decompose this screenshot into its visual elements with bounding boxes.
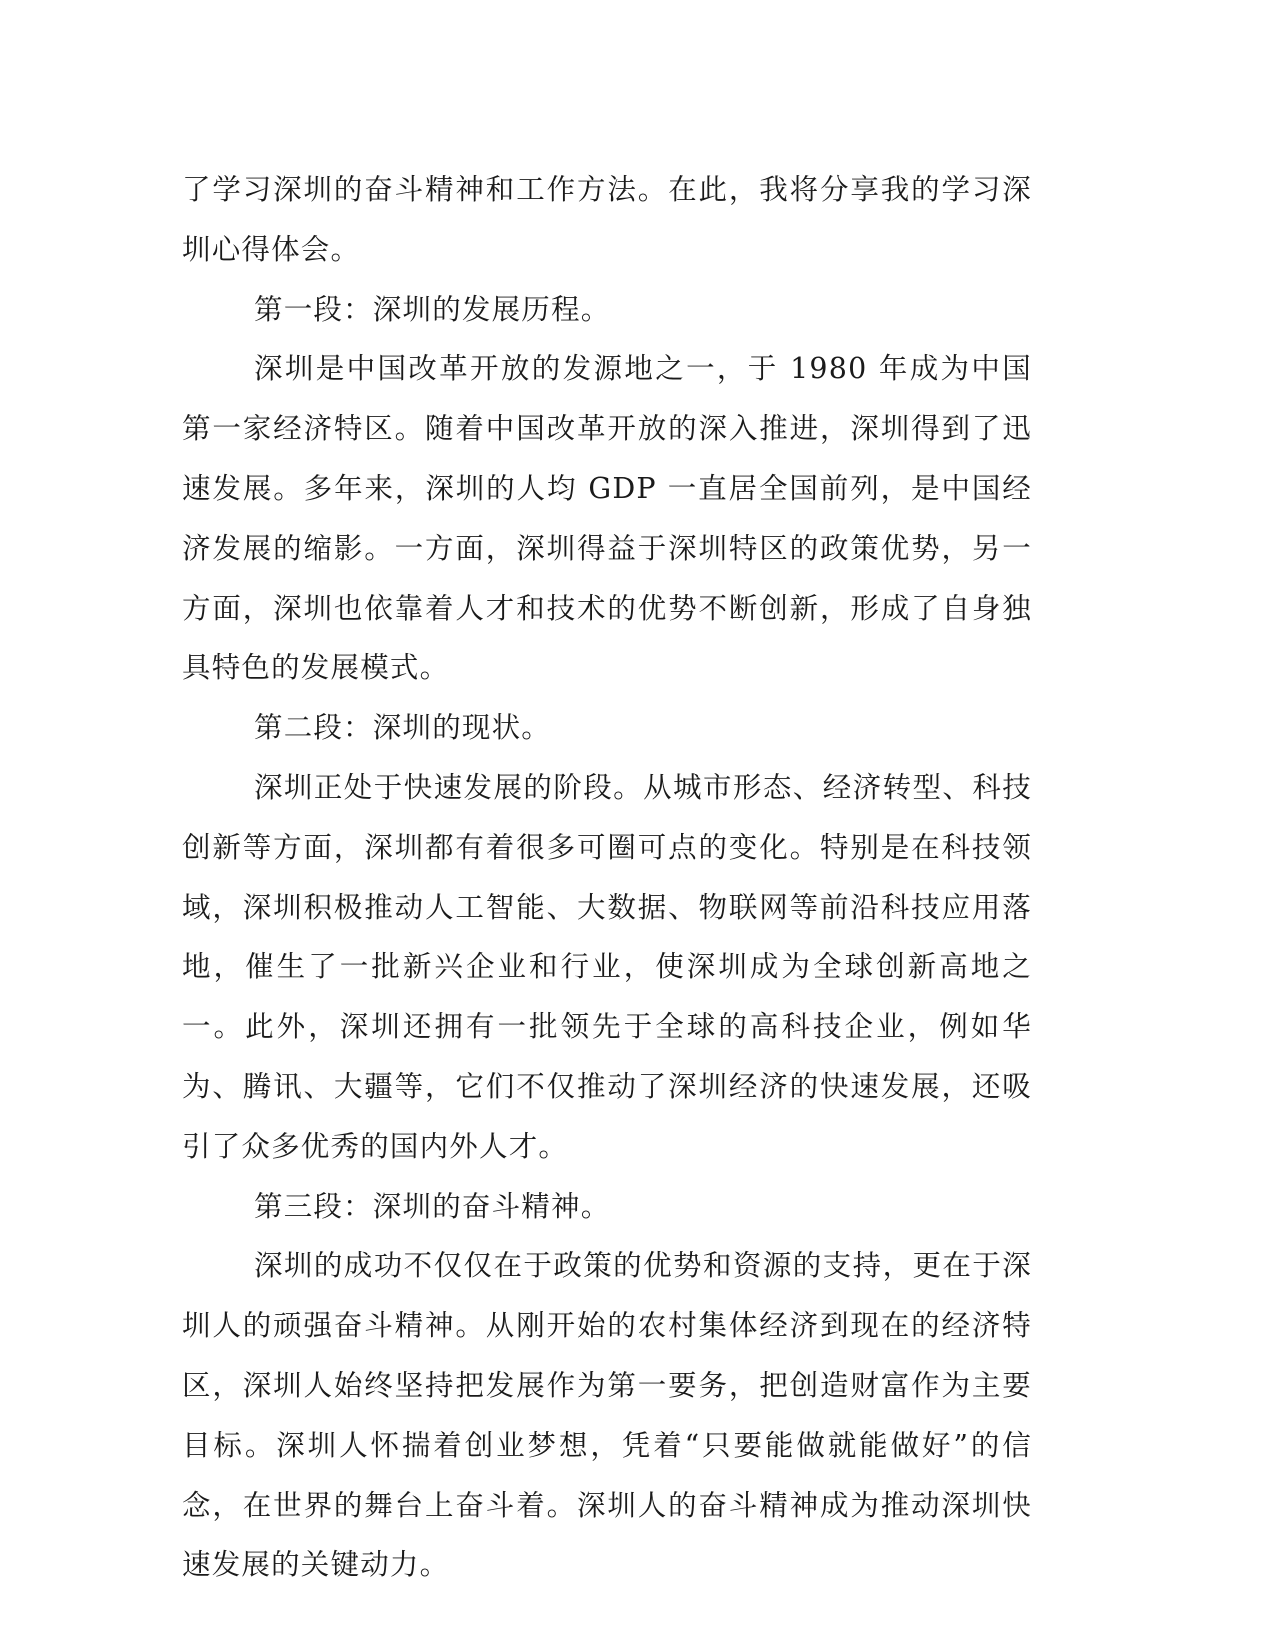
paragraph-intro-continuation: 了学习深圳的奋斗精神和工作方法。在此，我将分享我的学习深圳心得体会。 — [182, 173, 1032, 266]
paragraph-section-2: 深圳正处于快速发展的阶段。从城市形态、经济转型、科技创新等方面，深圳都有着很多可圈可点的变化。特别是在科技领域，深圳积极推动人工智能、大数据、物联网等前沿科技应用落地，催生了一批新兴企业和行业，使深圳成为全球创新高地之一。此外，深圳还拥有一批领先于全球的高科技企业，例如华为、腾讯、大疆等，它们不仅推动了深圳经济的快速发展，还吸引了众多优秀的国内外人才。 — [182, 770, 1032, 1163]
heading-section-3: 第三段：深圳的奋斗精神。 — [254, 1189, 611, 1223]
document-body — [182, 160, 1032, 1595]
heading-section-2: 第二段：深圳的现状。 — [254, 711, 552, 745]
paragraph-section-1: 深圳是中国改革开放的发源地之一，于 1980 年成为中国第一家经济特区。随着中国改革开放的深入推进，深圳得到了迅速发展。多年来，深圳的人均 GDP 一直居全国前列，是中国经济发展的缩影。一方面，深圳得益于深圳特区的政策优势，另一方面，深圳也依靠着人才和技术的优势不断创新，形成了自身独具特色的发展模式。 — [182, 352, 1032, 685]
paragraph-section-3: 深圳的成功不仅仅在于政策的优势和资源的支持，更在于深圳人的顽强奋斗精神。从刚开始的农村集体经济到现在的经济特区，深圳人始终坚持把发展作为第一要务，把创造财富作为主要目标。深圳人怀揣着创业梦想，凭着“只要能做就能做好”的信念，在世界的舞台上奋斗着。深圳人的奋斗精神成为推动深圳快速发展的关键动力。 — [182, 1249, 1032, 1582]
heading-section-1: 第一段：深圳的发展历程。 — [254, 292, 611, 326]
